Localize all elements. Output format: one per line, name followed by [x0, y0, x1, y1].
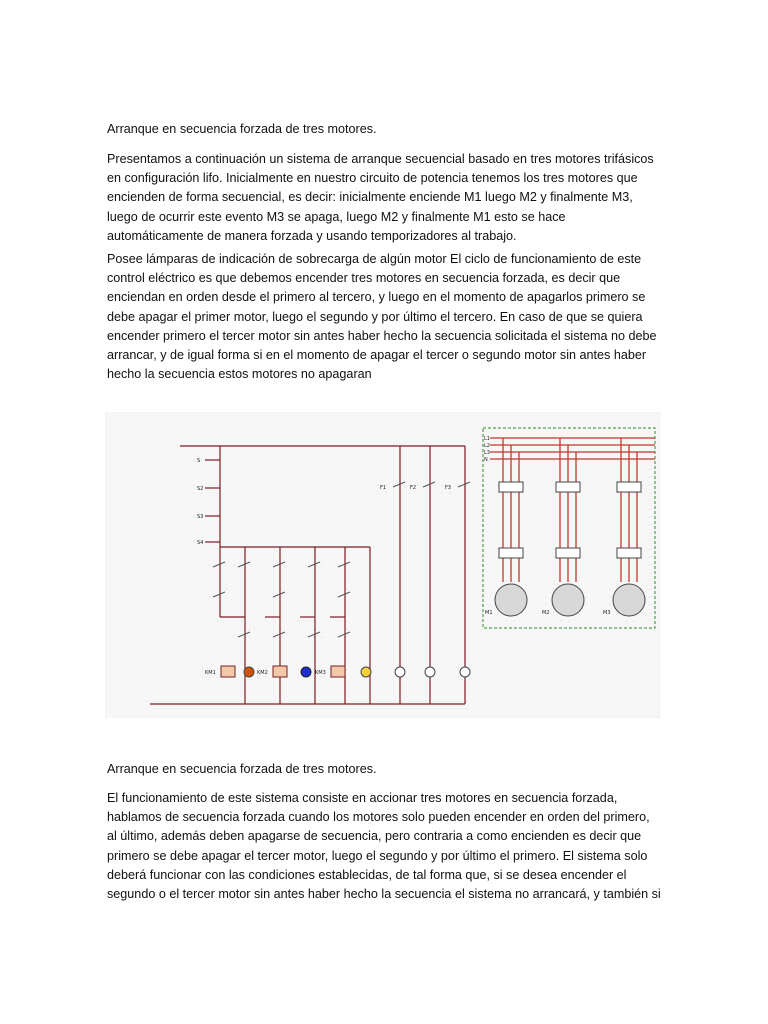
- paragraph-line: deberá funcionar con las condiciones establecidas, de tal forma que, si se desea encender el: [107, 867, 627, 882]
- paragraph-line: automáticamente de manera forzada y usando temporizadores al trabajo.: [107, 228, 517, 243]
- heading-1: Arranque en secuencia forzada de tres motores.: [107, 122, 377, 136]
- svg-text:L3: L3: [484, 450, 490, 456]
- paragraph-3: [107, 789, 667, 904]
- paragraph-line: El funcionamiento de este sistema consiste en accionar tres motores en secuencia forzada,: [107, 791, 618, 805]
- paragraph-line: debe apagar el primer motor, luego el segundo y por último el tercero. En caso de que se quiera: [107, 309, 643, 324]
- motor-2-label: M2: [542, 610, 550, 616]
- paragraph-line: primero se debe apagar el tercer motor, luego el segundo y por último el primero. El sistema solo: [107, 848, 648, 863]
- svg-text:S2: S2: [197, 486, 204, 492]
- paragraph-line: hecho la secuencia estos motores no apagaran: [107, 367, 372, 382]
- svg-text:S3: S3: [197, 514, 204, 520]
- svg-text:S: S: [197, 458, 201, 464]
- paragraph-line: enciendan en orden desde el primero al tercero, y luego en el momento de apagarlos primero se: [107, 290, 646, 305]
- svg-text:F1: F1: [380, 485, 387, 491]
- coil-km3: [331, 666, 345, 677]
- svg-text:N: N: [484, 457, 488, 463]
- motor-2: [552, 584, 584, 616]
- svg-text:S4: S4: [197, 540, 204, 546]
- paragraph-line: encienden de forma secuencial, es decir: inicialmente enciende M1 luego M2 y finalmente M3,: [107, 190, 633, 205]
- svg-text:KM2: KM2: [257, 670, 268, 676]
- coil-km1: [221, 666, 235, 677]
- motor-3: [613, 584, 645, 616]
- paragraph-line: arrancar, y de igual forma si en el momento de apagar el tercer o segundo motor sin antes haber: [107, 348, 647, 363]
- motor-3-label: M3: [603, 610, 611, 616]
- paragraph-line: segundo o el tercer motor sin antes haber hecho la secuencia el sistema no arrancará, y también si: [107, 887, 661, 902]
- svg-text:L1: L1: [484, 436, 490, 442]
- paragraph-line: en configuración lifo. Inicialmente en nuestro circuito de potencia tenemos los tres motores que: [107, 171, 638, 186]
- paragraph-line: luego de ocurrir este evento M3 se apaga, luego M2 y finalmente M1 esto se hace: [107, 209, 566, 224]
- paragraph-2: [107, 250, 667, 384]
- paragraph-line: encender primero el tercer motor sin antes haber hecho la secuencia solicitada el sistema no debe: [107, 328, 657, 343]
- coil-km2: [273, 666, 287, 677]
- paragraph-line: control eléctrico es que debemos encender tres motores en secuencia forzada, es decir que: [107, 271, 621, 286]
- paragraph-line: al último, además deben apagarse de secuencia, pero contraria a como encienden es decir que: [107, 829, 642, 844]
- lamp-blue: [301, 667, 311, 677]
- heading-2: Arranque en secuencia forzada de tres motores.: [107, 762, 377, 776]
- svg-text:KM3: KM3: [315, 670, 326, 676]
- motor-1: [495, 584, 527, 616]
- lamp-red: [244, 667, 254, 677]
- paragraph-1: [107, 150, 667, 246]
- svg-text:KM1: KM1: [205, 670, 216, 676]
- svg-text:F2: F2: [410, 485, 417, 491]
- svg-text:L2: L2: [484, 443, 490, 449]
- paragraph-line: Posee lámparas de indicación de sobrecarga de algún motor El ciclo de funcionamiento de este: [107, 252, 642, 266]
- paragraph-line: hablamos de secuencia forzada cuando los motores solo pueden encender en orden del primero,: [107, 810, 650, 825]
- motor-1-label: M1: [485, 610, 493, 616]
- paragraph-line: Presentamos a continuación un sistema de arranque secuencial basado en tres motores trifásicos: [107, 152, 654, 166]
- svg-text:F3: F3: [445, 485, 452, 491]
- lamp-yellow: [361, 667, 371, 677]
- diagram-grid: [105, 412, 661, 718]
- circuit-diagram: [105, 412, 661, 718]
